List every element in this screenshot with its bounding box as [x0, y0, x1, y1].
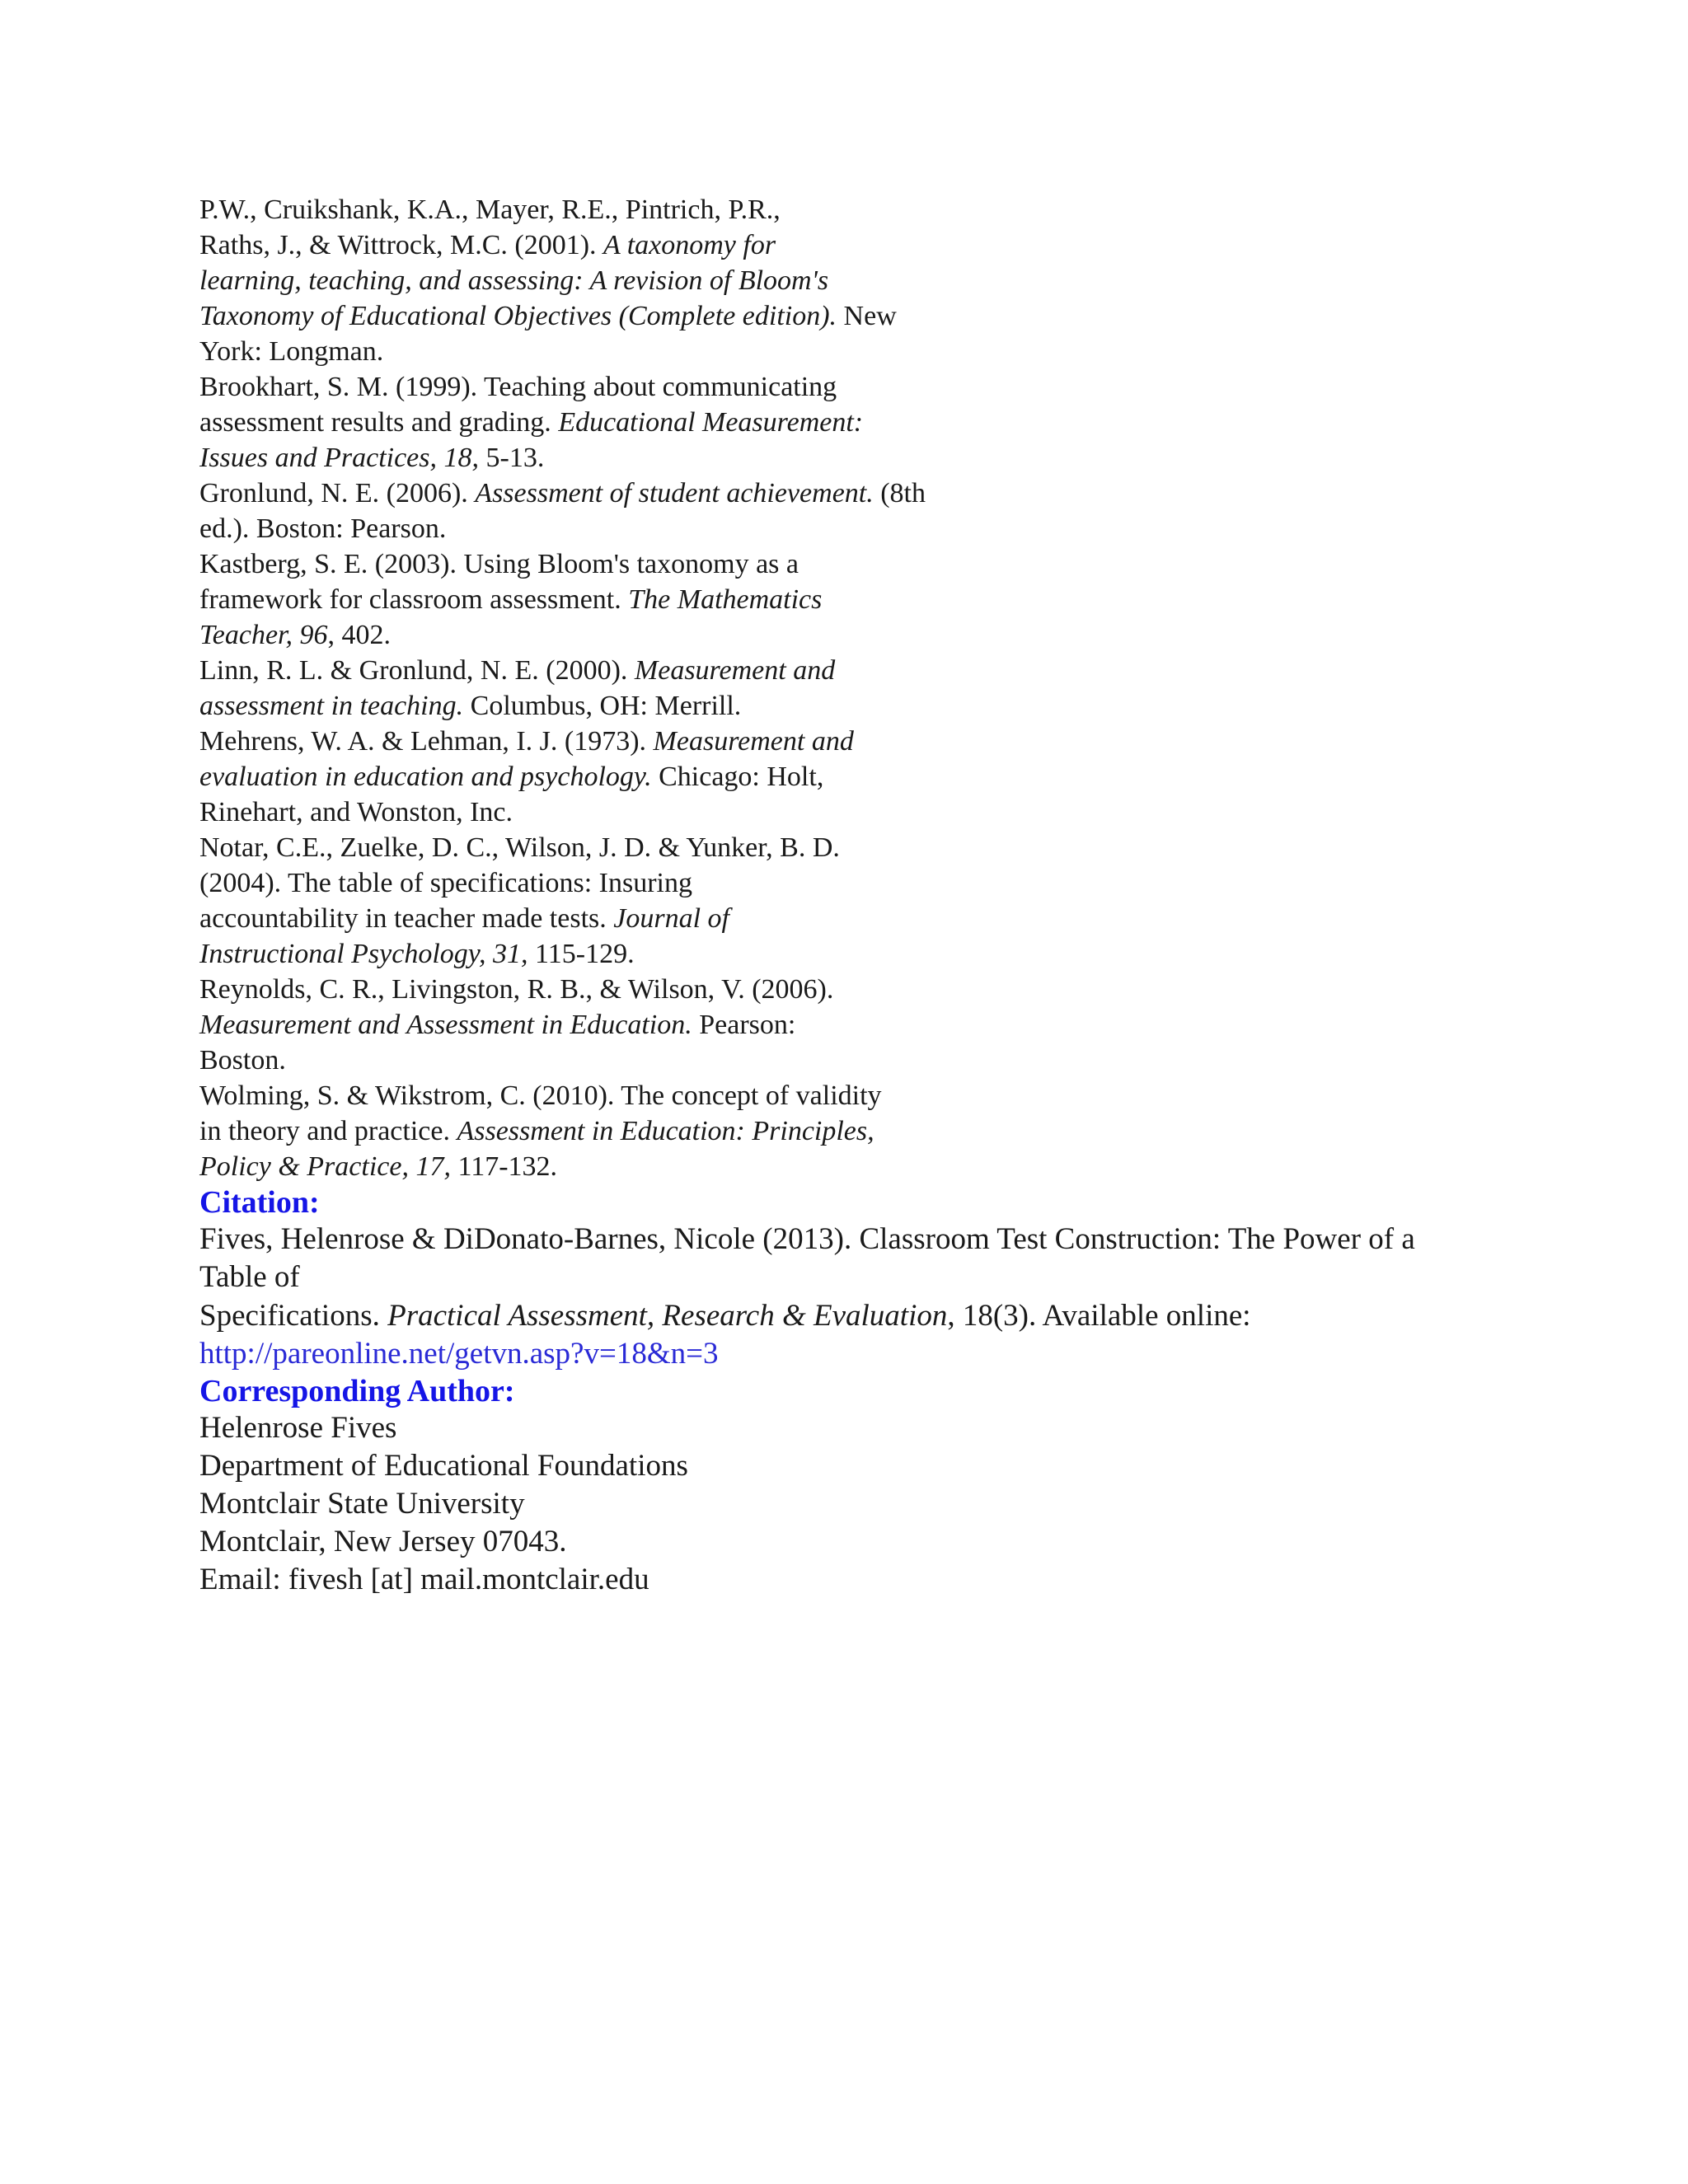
reference-text: Columbus, OH: Merrill. [463, 691, 742, 721]
reference-line [199, 440, 1584, 476]
reference-line [199, 1113, 1584, 1149]
reference-text: York: Longman. [199, 336, 384, 367]
corresponding-author-heading: Corresponding Author: [199, 1374, 515, 1408]
reference-line [199, 865, 1584, 901]
reference-text: P.W., Cruikshank, K.A., Mayer, R.E., Pintrich, P.R., [199, 194, 781, 225]
citation-line-1: Fives, Helenrose & DiDonato-Barnes, Nicole (2013). Classroom Test Construction: The Power of a [199, 1222, 1415, 1256]
reference-italic-text: Measurement and [653, 726, 854, 757]
reference-line [199, 582, 1584, 617]
reference-italic-text: Journal of [613, 903, 729, 934]
reference-line [199, 794, 1584, 830]
reference-line [199, 546, 1584, 582]
reference-text: Raths, J., & Wittrock, M.C. (2001). [199, 230, 604, 260]
reference-text: 5-13. [479, 443, 545, 473]
reference-italic-text: Issues and Practices, 18, [199, 443, 480, 473]
reference-text: framework for classroom assessment. [199, 584, 629, 615]
reference-line [199, 653, 1584, 688]
citation-line-3 [199, 1296, 1584, 1335]
reference-text: accountability in teacher made tests. [199, 903, 614, 934]
reference-line [199, 617, 1584, 653]
reference-line [199, 688, 1584, 724]
reference-line [199, 511, 1584, 546]
reference-line [199, 972, 1584, 1007]
reference-line [199, 369, 1584, 405]
citation-prefix: Specifications. [199, 1299, 388, 1333]
reference-text: Reynolds, C. R., Livingston, R. B., & Wilson, V. (2006). [199, 974, 834, 1005]
reference-text: , 402. [327, 620, 392, 650]
reference-line [199, 227, 1584, 263]
reference-line [199, 724, 1584, 759]
citation-journal: Practical Assessment, Research & Evaluation [387, 1299, 948, 1333]
reference-line [199, 1043, 1584, 1078]
reference-italic-text: A taxonomy for [603, 230, 776, 260]
reference-italic-text: Policy & Practice, 17, [199, 1151, 451, 1182]
reference-italic-text: Educational Measurement: [558, 407, 864, 438]
reference-italic-text: learning, teaching, and assessing: A revision of Bloom's [199, 265, 829, 296]
citation-heading: Citation: [199, 1185, 320, 1220]
author-department: Department of Educational Foundations [199, 1449, 688, 1483]
author-name: Helenrose Fives [199, 1411, 397, 1445]
reference-italic-text: Measurement and Assessment in Education. [199, 1010, 692, 1040]
reference-text: Brookhart, S. M. (1999). Teaching about communicating [199, 372, 837, 402]
reference-text: Wolming, S. & Wikstrom, C. (2010). The concept of validity [199, 1080, 882, 1111]
citation-line-2: Table of [199, 1260, 300, 1294]
reference-italic-text: The Mathematics [628, 584, 823, 615]
author-email: Email: fivesh [at] mail.montclair.edu [199, 1563, 649, 1596]
reference-text: Gronlund, N. E. (2006). [199, 478, 476, 509]
reference-italic-text: Taxonomy of Educational Objectives (Complete edition). [199, 301, 837, 331]
reference-line [199, 192, 1584, 227]
reference-text: ed.). Boston: Pearson. [199, 513, 447, 544]
document-page [199, 192, 1584, 1599]
citation-link-line [199, 1335, 1584, 1373]
reference-text: 115-129. [528, 939, 635, 969]
reference-line [199, 1007, 1584, 1043]
reference-line [199, 263, 1584, 298]
reference-italic-text: Instructional Psychology, 31, [199, 939, 528, 969]
reference-list [199, 192, 1584, 1184]
author-university: Montclair State University [199, 1487, 525, 1521]
reference-text: assessment results and grading. [199, 407, 559, 438]
reference-text: Kastberg, S. E. (2003). Using Bloom's taxonomy as a [199, 549, 799, 579]
citation-link[interactable]: http://pareonline.net/getvn.asp?v=18&n=3 [199, 1337, 719, 1371]
reference-line [199, 1078, 1584, 1113]
reference-italic-text: assessment in teaching. [199, 691, 464, 721]
reference-text: (8th [873, 478, 926, 509]
reference-italic-text: Measurement and [634, 655, 836, 686]
reference-text: Pearson: [692, 1010, 796, 1040]
reference-italic-text: Assessment of student achievement. [475, 478, 874, 509]
reference-text: Mehrens, W. A. & Lehman, I. J. (1973). [199, 726, 654, 757]
author-address: Montclair, New Jersey 07043. [199, 1525, 567, 1558]
reference-line [199, 405, 1584, 440]
reference-line [199, 476, 1584, 511]
reference-italic-text: evaluation in education and psychology. [199, 762, 652, 792]
reference-line [199, 901, 1584, 936]
reference-text: (2004). The table of specifications: Insuring [199, 868, 692, 898]
reference-line [199, 298, 1584, 334]
citation-suffix: , 18(3). Available online: [947, 1299, 1251, 1333]
reference-italic-text: Teacher, 96 [199, 620, 328, 650]
reference-line [199, 936, 1584, 972]
reference-line [199, 1149, 1584, 1184]
reference-italic-text: Assessment in Education: Principles, [457, 1116, 874, 1146]
reference-text: Boston. [199, 1045, 286, 1076]
reference-text: Linn, R. L. & Gronlund, N. E. (2000). [199, 655, 635, 686]
reference-text: in theory and practice. [199, 1116, 457, 1146]
reference-text: New [837, 301, 897, 331]
reference-line [199, 334, 1584, 369]
reference-text: 117-132. [450, 1151, 558, 1182]
reference-text: Chicago: Holt, [651, 762, 824, 792]
reference-line [199, 759, 1584, 794]
reference-text: Rinehart, and Wonston, Inc. [199, 797, 513, 827]
reference-line [199, 830, 1584, 865]
reference-text: Notar, C.E., Zuelke, D. C., Wilson, J. D. & Yunker, B. D. [199, 832, 840, 863]
